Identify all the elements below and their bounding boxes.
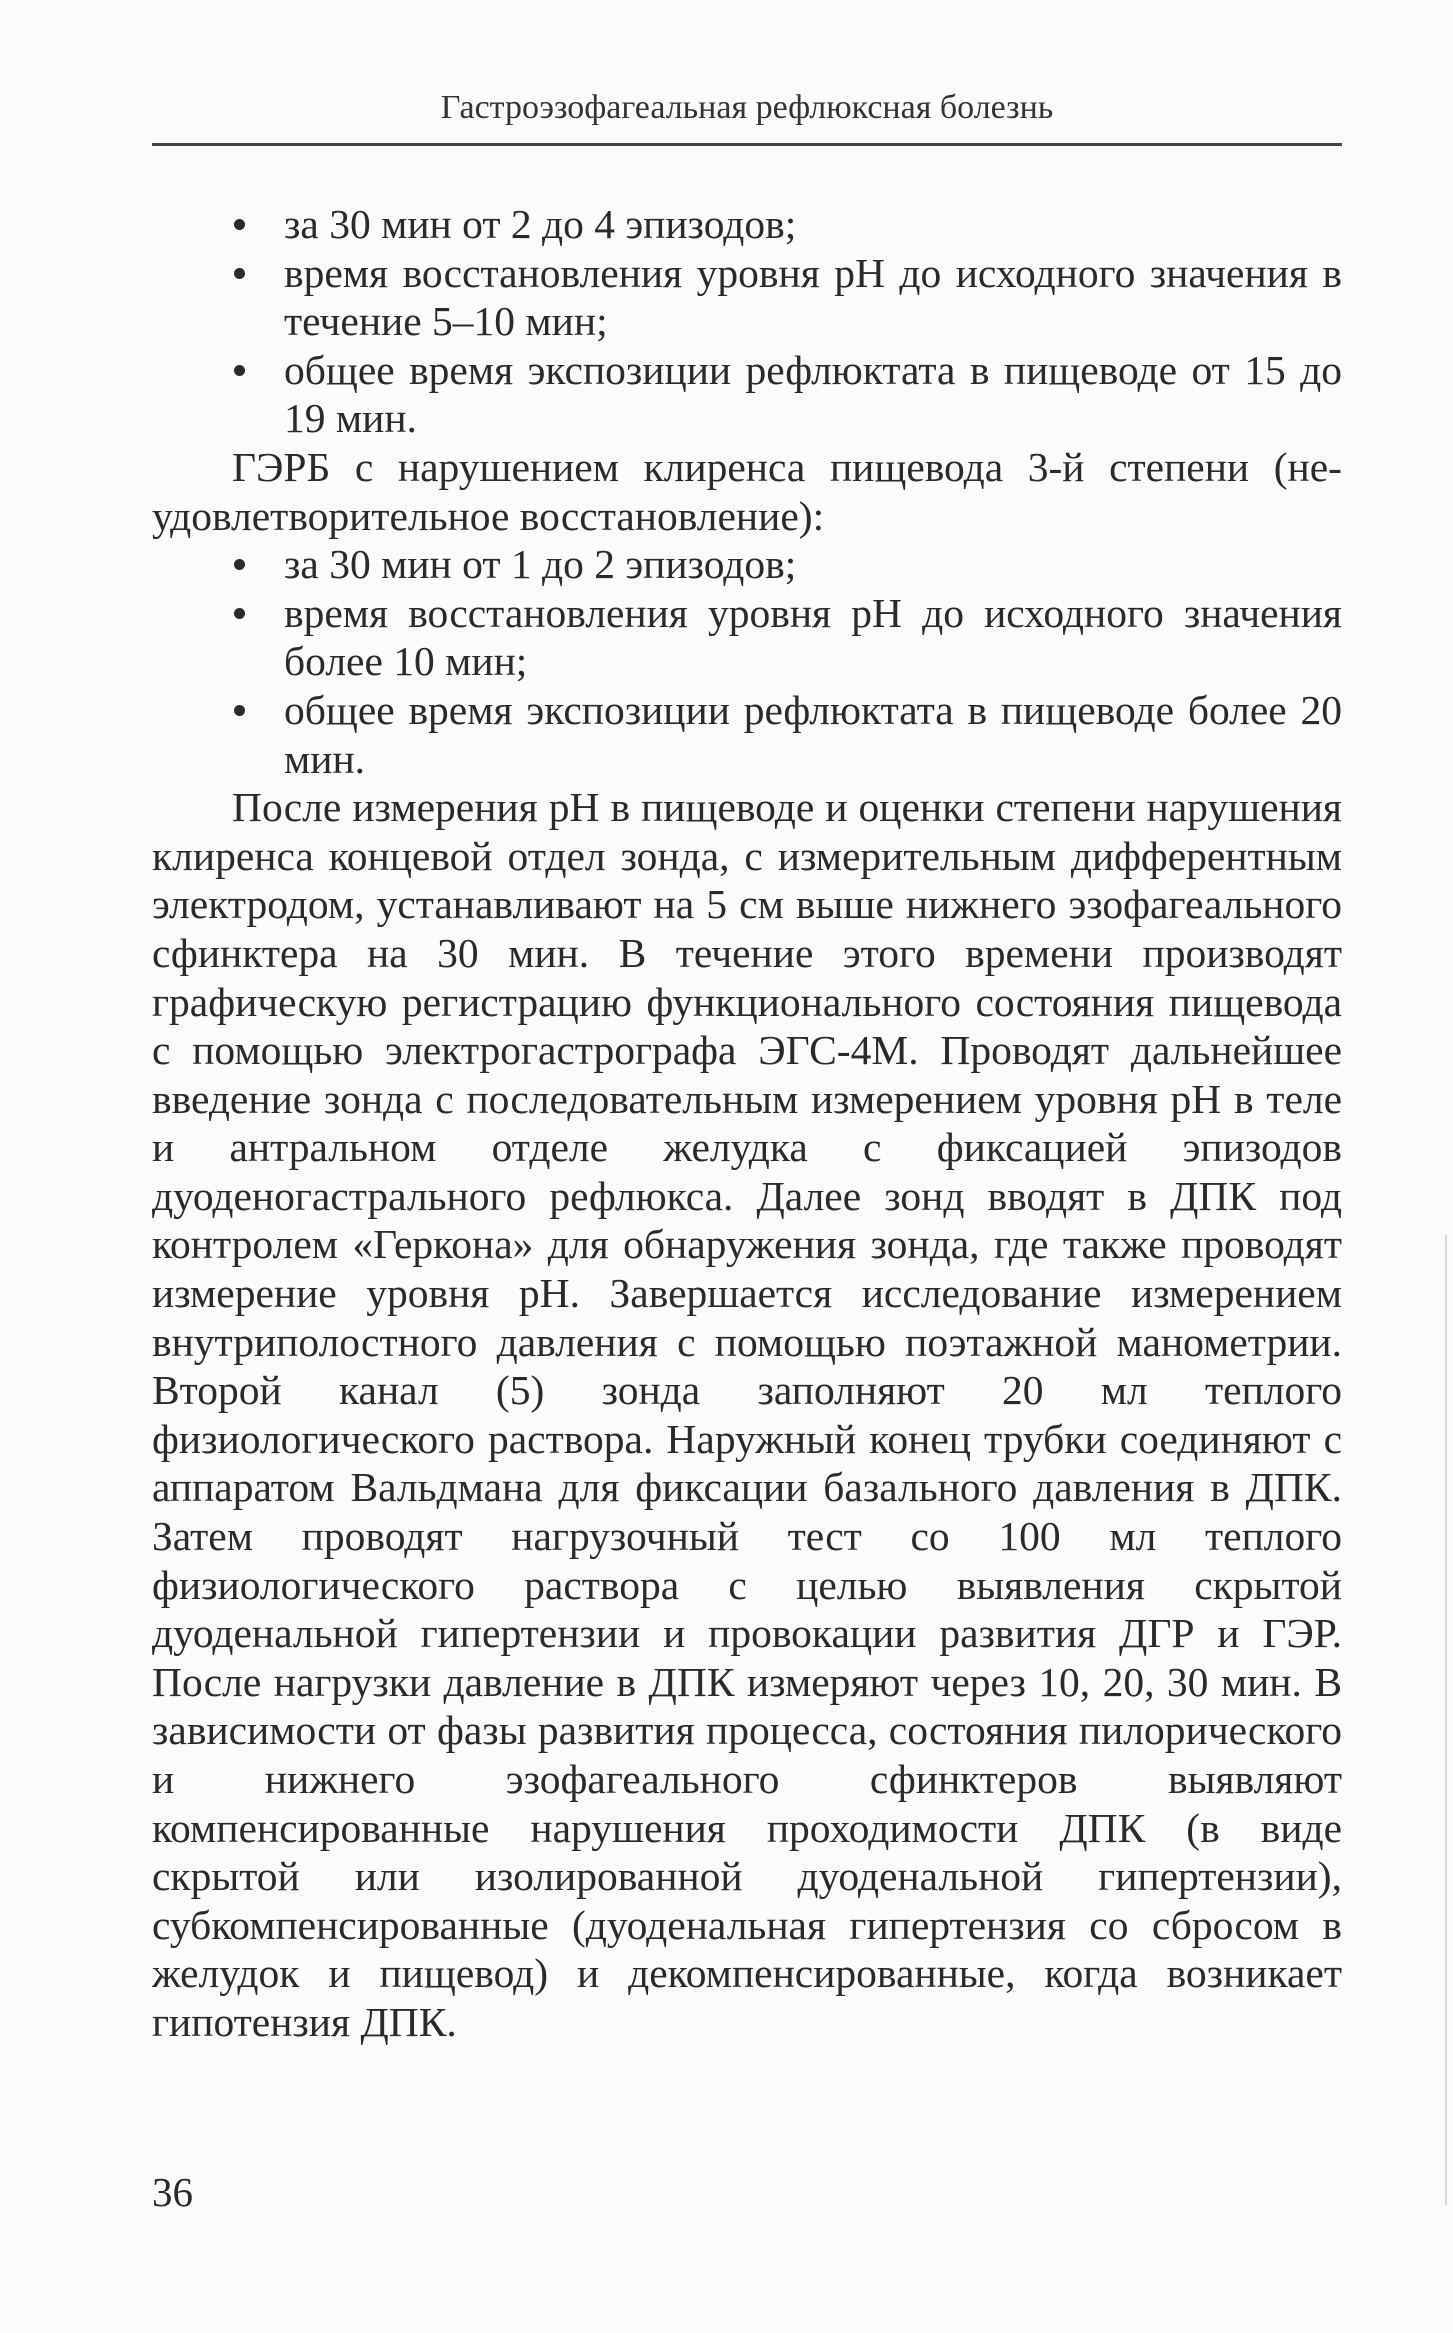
running-head: Гастроэзофагеальная рефлюксная болезнь <box>440 89 1054 126</box>
list-item <box>152 249 1342 346</box>
body-text <box>152 200 1342 2047</box>
bullet-list-grade3 <box>152 540 1342 783</box>
header-rule <box>152 143 1342 146</box>
list-item-text: за 30 мин от 2 до 4 эпизодов; <box>284 201 797 247</box>
bullet-icon <box>234 268 245 279</box>
list-item-text: за 30 мин от 1 до 2 эпизодов; <box>284 541 797 588</box>
bullet-icon <box>234 219 245 230</box>
bullet-list-grade2 <box>152 200 1342 443</box>
list-item-text: время восстановления уровня рН до исходного значения в течение 5–10 мин; <box>284 249 1342 345</box>
paragraph-procedure: После измерения рН в пищеводе и оценки степени нарушения клиренса концевой отдел зонда, с измерительным дифферентным электродом, устанавливают на 5 см выше нижнего эзофагеального сфинктера на 30 мин. В течение этого времени производят графическую регистрацию функционального состояния пищевода с помощью электрогастрографа ЭГС-4М. Проводят дальнейшее введение зонда с последовательным измерением уровня рН в теле и антральном отделе желудка с фиксацией эпизодов дуоденогастрального рефлюкса. Далее зонд вводят в ДПК под контролем «Геркона» для обнаружения зонда, где также проводят измерение уровня рН. Завершается исследование измерением внутриполостного давления с помощью поэтажной манометрии. Второй канал (5) зонда заполняют 20 мл теплого физиологического раствора. Наружный конец трубки соединяют с аппаратом Вальдмана для фиксации базального давления в ДПК. Затем проводят нагрузочный тест со 100 мл теплого физиологического раствора с целью выявления скрытой дуоденальной гипертензии и провокации развития ДГР и ГЭР. После нагрузки давление в ДПК измеряют через 10, 20, 30 мин. В зависимости от фазы развития процесса, состояния пилорического и нижнего эзофагеального сфинктеров выявляют компенсированные нарушения проходимости ДПК (в виде скрытой или изолированной дуоденальной гипертензии), субкомпенсированные (дуоденальная гипертензия со сбросом в желудок и пищевод) и декомпенсированные, когда возникает гипотензия ДПК. <box>152 784 1342 2045</box>
bullet-icon <box>234 705 245 716</box>
list-item <box>152 200 1342 249</box>
list-item-text: общее время экспозиции рефлюктата в пищеводе от 15 до 19 мин. <box>284 346 1342 442</box>
list-item <box>152 346 1342 443</box>
bullet-icon <box>234 559 245 570</box>
list-item <box>152 589 1342 686</box>
scan-edge-shadow <box>1445 1235 1447 2205</box>
list-item-text: общее время экспозиции рефлюктата в пищеводе более 20 мин. <box>284 686 1342 782</box>
list-item-text: время восстановления уровня рН до исходного значения более 10 мин; <box>284 589 1342 685</box>
list-item <box>152 540 1342 589</box>
bullet-icon <box>234 365 245 376</box>
page-number: 36 <box>152 2169 193 2215</box>
list-item <box>152 686 1342 783</box>
bullet-icon <box>234 608 245 619</box>
paragraph-grade3-heading: ГЭРБ с нарушением клиренса пищевода 3-й степени (неудовлетворительное восстановление): <box>152 443 1342 539</box>
